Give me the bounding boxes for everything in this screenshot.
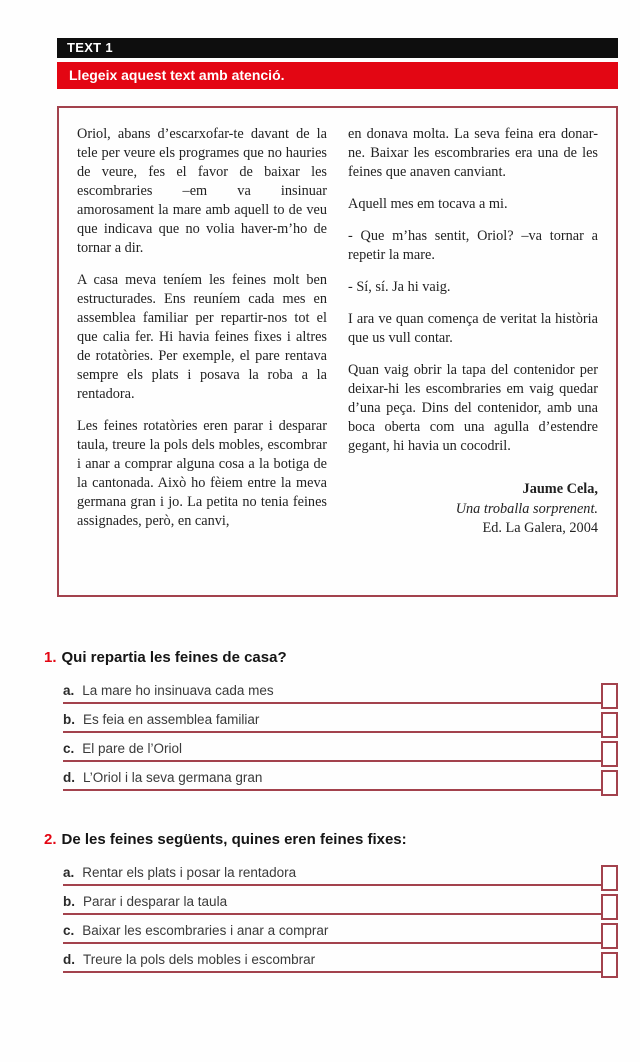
text-number-label: TEXT 1 xyxy=(67,40,113,55)
answer-checkbox-2d[interactable] xyxy=(601,952,618,978)
option-letter: b. xyxy=(63,894,75,909)
attribution-author: Jaume Cela, xyxy=(522,481,598,497)
option-row-2a xyxy=(63,857,618,886)
attribution-work-title: Una troballa sorprenent. xyxy=(455,500,598,517)
option-row-1b xyxy=(63,704,618,733)
passage-right-column xyxy=(348,125,598,585)
instruction-banner xyxy=(57,62,618,89)
worksheet-page xyxy=(0,38,640,1062)
question-number: 1. xyxy=(44,649,57,666)
question-number: 2. xyxy=(44,831,57,848)
option-letter: a. xyxy=(63,865,75,880)
option-row-1a xyxy=(63,675,618,704)
question-2-options xyxy=(63,857,618,973)
passage-paragraph: A casa meva teníem les feines molt ben estructurades. Ens reuníem cada mes en assemblea familiar per repartir-nos tot el que calia fer. Hi havia feines fixes i altres de rotatòries. Per exemple, el pare rentava sempre els plats i posava la roba a la rentadora. xyxy=(77,272,327,402)
passage-paragraph: Aquell mes em tocava a mi. xyxy=(348,196,508,212)
question-1 xyxy=(44,649,618,791)
option-letter: c. xyxy=(63,741,75,756)
question-text: Qui repartia les feines de casa? xyxy=(61,649,287,666)
question-1-heading xyxy=(44,649,618,666)
attribution-publisher: Ed. La Galera, 2004 xyxy=(482,520,598,536)
option-text: Baixar les escombraries i anar a comprar xyxy=(82,923,329,938)
option-row-2b xyxy=(63,886,618,915)
option-row-1c xyxy=(63,733,618,762)
passage-paragraph: - Que m’has sentit, Oriol? –va tornar a repetir la mare. xyxy=(348,228,598,263)
passage-attribution xyxy=(348,480,598,539)
option-row-2d xyxy=(63,944,618,973)
option-letter: a. xyxy=(63,683,75,698)
questions-section xyxy=(44,649,618,973)
option-letter: b. xyxy=(63,712,75,727)
text-number-banner xyxy=(57,38,618,58)
question-1-options xyxy=(63,675,618,791)
passage-paragraph: - Sí, sí. Ja hi vaig. xyxy=(348,279,451,295)
passage-paragraph: Les feines rotatòries eren parar i desparar taula, treure la pols dels mobles, escombrar i anar a comprar alguna cosa a la botiga de la cantonada. Això ho fèiem entre la meva germana gran i jo. La petita no tenia feines assignades, però, en canvi, xyxy=(77,418,327,529)
option-text: L’Oriol i la seva germana gran xyxy=(83,770,263,785)
question-2 xyxy=(44,831,618,973)
passage-left-column xyxy=(77,125,327,585)
option-text: Treure la pols dels mobles i escombrar xyxy=(83,952,316,967)
passage-paragraph: I ara ve quan comença de veritat la història que us vull contar. xyxy=(348,311,598,346)
question-2-heading xyxy=(44,831,618,848)
option-text: El pare de l’Oriol xyxy=(82,741,183,756)
passage-paragraph: en donava molta. La seva feina era donar-ne. Baixar les escombraries era una de les feines que anaven canviant. xyxy=(348,126,598,180)
option-text: Parar i desparar la taula xyxy=(83,894,228,909)
option-text: La mare ho insinuava cada mes xyxy=(82,683,274,698)
reading-passage-box xyxy=(57,106,618,597)
option-row-2c xyxy=(63,915,618,944)
option-letter: c. xyxy=(63,923,75,938)
option-text: Es feia en assemblea familiar xyxy=(83,712,260,727)
instruction-label: Llegeix aquest text amb atenció. xyxy=(69,67,285,83)
passage-paragraph: Quan vaig obrir la tapa del contenidor per deixar-hi les escombraries em vaig quedar d’una peça. Dins del contenidor, amb una boca oberta com una agulla d’estendre gegant, hi havia un cocodril. xyxy=(348,362,598,454)
option-text: Rentar els plats i posar la rentadora xyxy=(82,865,297,880)
passage-paragraph: Oriol, abans d’escarxofar-te davant de la tele per veure els programes que no hauries de veure, fes el favor de baixar les escombraries –em va insinuar amorosament la mare amb aquell to de veu que indicava que no volia haver-m’ho de tornar a dir. xyxy=(77,126,327,256)
option-row-1d xyxy=(63,762,618,791)
question-text: De les feines següents, quines eren feines fixes: xyxy=(61,831,407,848)
option-letter: d. xyxy=(63,770,75,785)
answer-checkbox-1d[interactable] xyxy=(601,770,618,796)
option-letter: d. xyxy=(63,952,75,967)
